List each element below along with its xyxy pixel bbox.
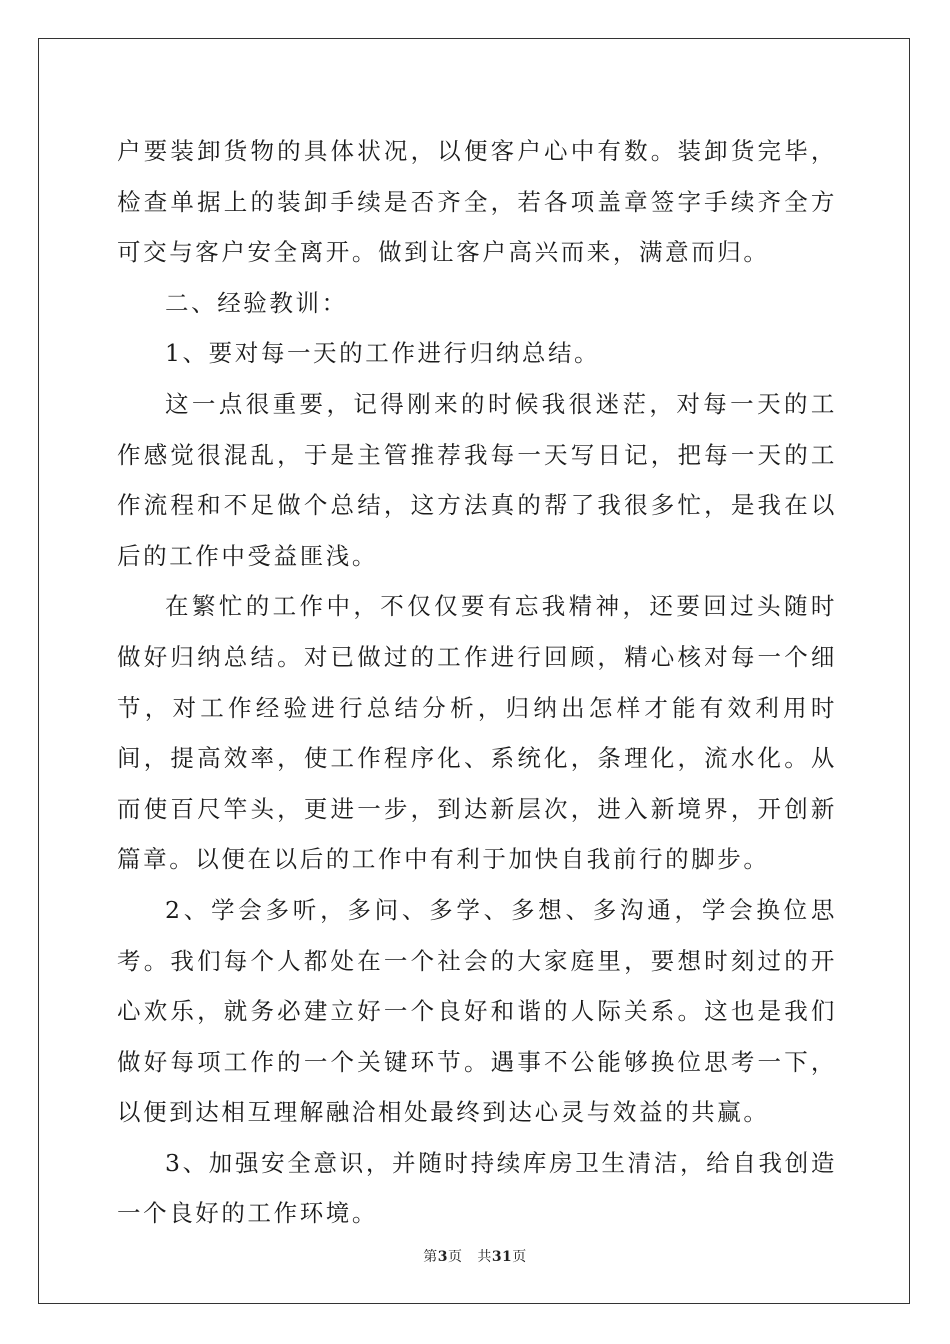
paragraph-point-1-detail: 这一点很重要，记得刚来的时候我很迷茫，对每一天的工作感觉很混乱，于是主管推荐我每一天写日记，把每一天的工作流程和不足做个总结，这方法真的帮了我很多忙，是我在以后的工作中受益匪浅。 <box>117 389 837 570</box>
paragraph-point-2: 2、学会多听，多问、多学、多想、多沟通，学会换位思考。我们每个人都处在一个社会的大家庭里，要想时刻过的开心欢乐，就务必建立好一个良好和谐的人际关系。这也是我们做好每项工作的一个关键环节。遇事不公能够换位思考一下，以便到达相互理解融洽相处最终到达心灵与效益的共赢。 <box>117 895 837 1127</box>
page-number: 3 <box>437 1249 448 1265</box>
total-prefix: 共 <box>477 1249 492 1265</box>
total-suffix: 页 <box>512 1249 527 1265</box>
page-footer <box>0 1246 950 1266</box>
total-pages: 31 <box>491 1249 513 1265</box>
paragraph-point-1-summary: 在繁忙的工作中，不仅仅要有忘我精神，还要回过头随时做好归纳总结。对已做过的工作进行回顾，精心核对每一个细节，对工作经验进行总结分析，归纳出怎样才能有效利用时间，提高效率，使工作程序化、系统化，条理化，流水化。从而使百尺竿头，更进一步，到达新层次，进入新境界，开创新篇章。以便在以后的工作中有利于加快自我前行的脚步。 <box>117 592 837 874</box>
page-suffix: 页 <box>447 1249 463 1265</box>
point-1-heading: 1、要对每一天的工作进行归纳总结。 <box>165 339 601 368</box>
document-body <box>117 126 837 1239</box>
paragraph-point-3: 3、加强安全意识，并随时持续库房卫生清洁，给自我创造一个良好的工作环境。 <box>117 1148 837 1228</box>
page-prefix: 第 <box>423 1249 438 1265</box>
section-heading-lessons: 二、经验教训： <box>165 288 348 317</box>
paragraph-continuation: 户要装卸货物的具体状况，以便客户心中有数。装卸货完毕，检查单据上的装卸手续是否齐全，若各项盖章签字手续齐全方可交与客户安全离开。做到让客户高兴而来，满意而归。 <box>117 137 837 267</box>
